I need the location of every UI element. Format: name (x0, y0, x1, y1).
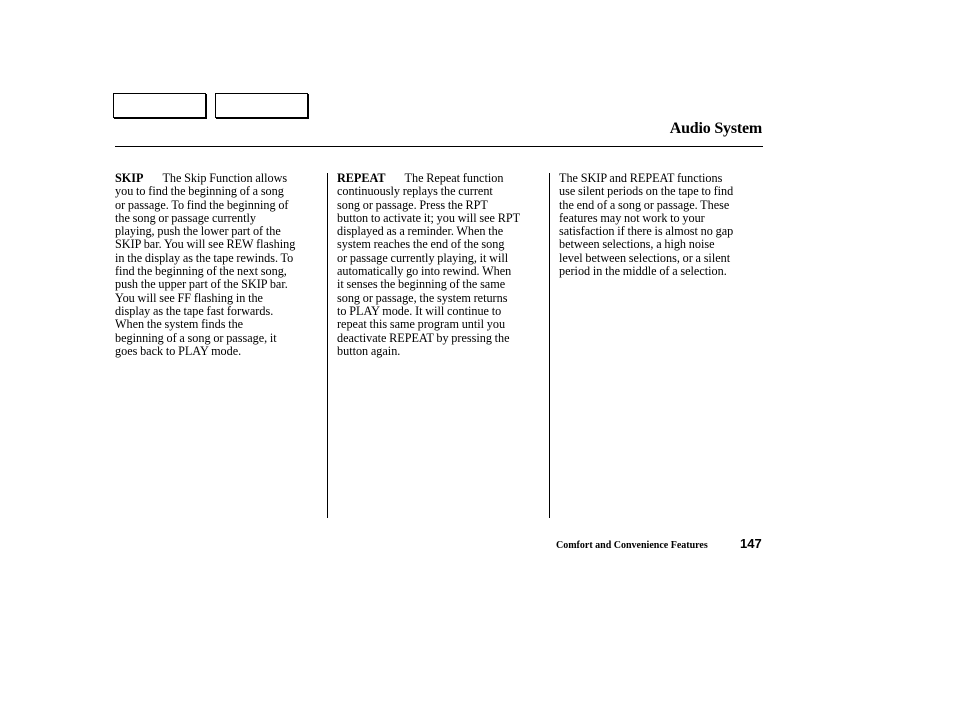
column-divider-1 (327, 173, 328, 518)
text-line: it senses the beginning of the same (337, 277, 506, 292)
term-skip: SKIP (115, 171, 144, 185)
text-line: playing, push the lower part of the (115, 224, 281, 239)
text-line: song or passage, the system returns (337, 290, 508, 305)
text-line: displayed as a reminder. When the (337, 224, 504, 239)
text-line: features may not work to your (559, 210, 705, 225)
term-repeat: REPEAT (337, 171, 386, 185)
nav-button-next[interactable] (215, 93, 308, 118)
text-line: The SKIP and REPEAT functions (559, 171, 723, 185)
text-line: SKIP bar. You will see REW flashing (115, 237, 296, 252)
text-line: button to activate it; you will see RPT (337, 210, 521, 225)
text-line: the end of a song or passage. These (559, 197, 730, 212)
page-number: 147 (740, 536, 762, 551)
text-line: level between selections, or a silent (559, 250, 731, 265)
text-line: use silent periods on the tape to find (559, 184, 734, 199)
column-repeat (337, 172, 543, 358)
section-title: Audio System (669, 120, 762, 137)
text-line: satisfaction if there is almost no gap (559, 224, 734, 239)
text-line: You will see FF flashing in the (115, 290, 263, 305)
column-note (559, 172, 759, 278)
text-line: song or passage. Press the RPT (337, 197, 488, 212)
text-line: display as the tape fast forwards. (115, 303, 274, 318)
text-line: the song or passage currently (115, 210, 256, 225)
text-line: period in the middle of a selection. (559, 264, 727, 279)
text-line: continuously replays the current (337, 184, 493, 199)
text-line: automatically go into rewind. When (337, 264, 512, 279)
text-line: When the system finds the (115, 317, 244, 332)
column-divider-2 (549, 173, 550, 518)
header-divider (115, 146, 763, 147)
chapter-label: Comfort and Convenience Features (556, 540, 708, 551)
text-line: or passage. To find the beginning of (115, 197, 289, 212)
text-line: push the upper part of the SKIP bar. (115, 277, 288, 292)
text-line: you to find the beginning of a song (115, 184, 284, 199)
text-line: button again. (337, 343, 401, 358)
text-line: goes back to PLAY mode. (115, 343, 242, 358)
text-line: in the display as the tape rewinds. To (115, 250, 294, 265)
text-line: find the beginning of the next song, (115, 264, 287, 279)
text-line: deactivate REPEAT by pressing the (337, 330, 510, 345)
text-line: beginning of a song or passage, it (115, 330, 277, 345)
text-line: repeat this same program until you (337, 317, 506, 332)
text-line: or passage currently playing, it will (337, 250, 509, 265)
text-line: between selections, a high noise (559, 237, 715, 252)
nav-button-previous[interactable] (113, 93, 206, 118)
text-line: REPEAT The Repeat function (337, 171, 504, 185)
text-line: to PLAY mode. It will continue to (337, 303, 502, 318)
text-line: system reaches the end of the song (337, 237, 505, 252)
text-line: SKIP The Skip Function allows (115, 171, 288, 185)
column-skip (115, 172, 321, 358)
